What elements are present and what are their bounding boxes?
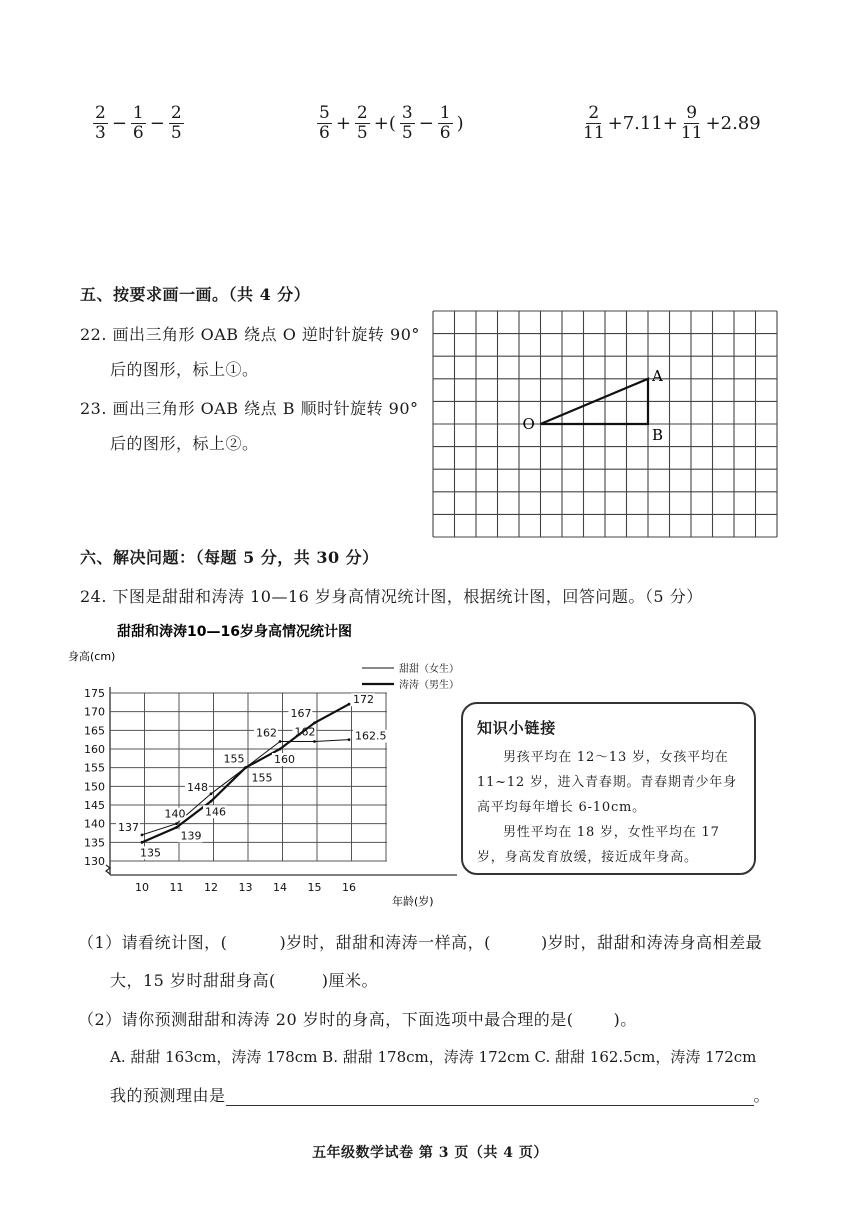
expression-3: $\frac{2}{11}$ +7.11+ $\frac{9}{11}$ +2.89 [583, 103, 761, 143]
data-label: 146 [205, 805, 226, 819]
drawing-grid[interactable] [425, 305, 785, 545]
y-tick-label: 150 [84, 780, 105, 794]
data-point [244, 766, 247, 769]
y-tick-label: 165 [84, 724, 105, 738]
data-label: 137 [118, 820, 139, 834]
data-point [175, 822, 178, 825]
fraction: $\frac{2}{11}$ [583, 103, 605, 143]
expression-1: $\frac{2}{3}$ − $\frac{1}{6}$ − $\frac{2}{5}$ [95, 103, 182, 143]
x-tick-label: 15 [307, 881, 322, 894]
data-label: 155 [223, 752, 245, 766]
data-label: 162 [294, 725, 316, 739]
data-point [279, 740, 282, 743]
y-axis-label: 身高(cm) [68, 650, 116, 663]
data-label: 167 [290, 706, 312, 720]
data-point [210, 792, 213, 795]
point-a-label: A [652, 366, 663, 385]
knowledge-box [461, 702, 756, 875]
data-label: 155 [251, 771, 273, 785]
y-tick-label: 145 [84, 799, 105, 812]
data-label: 135 [140, 846, 161, 860]
data-label: 148 [187, 780, 208, 794]
reason-blank[interactable] [226, 1089, 754, 1106]
chart-title: 甜甜和涛涛10—16岁身高情况统计图 [117, 624, 352, 640]
x-tick-label: 12 [204, 881, 218, 894]
data-point [175, 826, 178, 829]
fraction: $\frac{2}{5}$ [356, 103, 368, 143]
legend-entry: 甜甜（女生） [399, 664, 459, 675]
knowledge-paragraph-2: 男性平均在 18 岁，女性平均在 17 岁，身高发育放缓，接近成年身高。 [477, 825, 720, 865]
y-tick-label: 135 [84, 836, 105, 850]
sub-question-2: （2）请你预测甜甜和涛涛 20 岁时的身高，下面选项中最合理的是( )。 [78, 1010, 637, 1029]
fraction: $\frac{2}{3}$ [95, 103, 106, 143]
knowledge-title: 知识小链接 [477, 719, 557, 737]
fraction: $\frac{5}{6}$ [319, 103, 330, 143]
y-tick-label: 160 [84, 743, 105, 756]
fraction: $\frac{1}{6}$ [132, 103, 144, 143]
x-tick-label: 14 [273, 881, 287, 894]
page-footer: 五年级数学试卷 第 3 页（共 4 页） [312, 1145, 548, 1161]
question-23-line-2: 后的图形，标上②。 [110, 434, 259, 453]
question-22-line-1: 22. 画出三角形 OAB 绕点 O 逆时针旋转 90° [80, 325, 420, 344]
data-point [141, 833, 144, 836]
answer-options: A. 甜甜 163cm，涛涛 178cm B. 甜甜 178cm，涛涛 172cm C. 甜甜 162.5cm，涛涛 172cm [110, 1048, 757, 1066]
data-point [313, 721, 316, 724]
data-point [313, 740, 316, 743]
section-5-heading: 五、按要求画一画。（共 4 分） [80, 285, 311, 304]
knowledge-paragraph-1: 男孩平均在 12～13 岁，女孩平均在 11~12 岁，进入青春期。青春期青少年身高平均每年增长 6-10cm。 [477, 750, 737, 815]
fraction: $\frac{1}{6}$ [439, 103, 451, 143]
question-23-line-1: 23. 画出三角形 OAB 绕点 B 顺时针旋转 90° [80, 399, 419, 418]
data-label: 160 [274, 753, 295, 766]
y-tick-label: 140 [84, 817, 105, 831]
x-tick-label: 10 [135, 881, 149, 894]
question-22-line-2: 后的图形，标上①。 [110, 360, 259, 379]
y-tick-label: 155 [84, 761, 105, 775]
data-label: 172 [353, 693, 374, 707]
question-24: 24. 下图是甜甜和涛涛 10—16 岁身高情况统计图，根据统计图，回答问题。（5 分） [80, 587, 703, 606]
x-axis-label: 年龄(岁) [392, 895, 434, 908]
data-label: 140 [164, 807, 186, 821]
data-point [279, 748, 282, 751]
y-tick-label: 170 [84, 705, 105, 719]
data-label: 139 [180, 829, 202, 843]
fraction: $\frac{2}{5}$ [170, 103, 182, 143]
data-label: 162 [256, 726, 277, 740]
x-tick-label: 13 [238, 881, 253, 894]
height-line-chart [62, 618, 462, 918]
data-label: 162.5 [355, 729, 387, 743]
fraction: $\frac{3}{5}$ [401, 103, 413, 143]
data-point [348, 703, 351, 706]
y-tick-label: 175 [84, 687, 105, 700]
point-o-label: O [522, 415, 535, 433]
x-tick-label: 16 [342, 881, 356, 894]
y-tick-label: 130 [84, 855, 105, 868]
expression-2: $\frac{5}{6}$ + $\frac{2}{5}$ +( $\frac{3}{5}$ − $\frac{1}{6}$ ) [319, 103, 464, 143]
section-6-heading: 六、解决问题：（每题 5 分，共 30 分） [80, 548, 379, 567]
legend-entry: 涛涛（男生） [399, 680, 459, 691]
fraction: $\frac{9}{11}$ [680, 103, 703, 143]
data-point [210, 800, 213, 803]
data-point [141, 841, 144, 844]
data-point [348, 738, 351, 741]
sub-question-1-line-1: （1）请看统计图，( )岁时，甜甜和涛涛一样高，( )岁时，甜甜和涛涛身高相差最 [78, 933, 763, 952]
reason-line: 我的预测理由是 。 [110, 1086, 771, 1105]
sub-question-1-line-2: 大，15 岁时甜甜身高( )厘米。 [110, 971, 378, 990]
point-b-label: B [652, 426, 664, 444]
x-tick-label: 11 [169, 881, 184, 894]
series-line-taotao [142, 704, 349, 842]
